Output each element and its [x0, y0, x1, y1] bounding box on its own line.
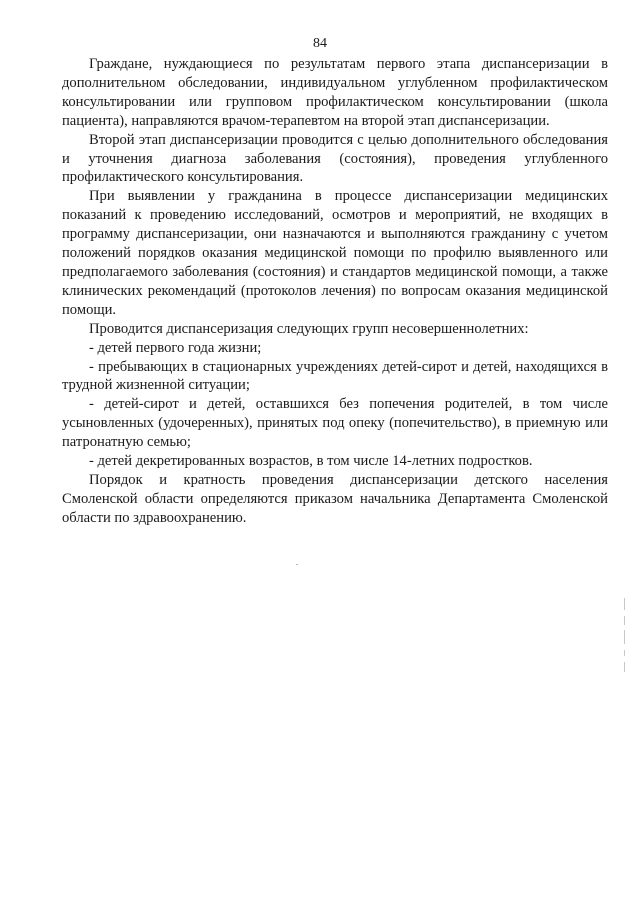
scan-edge-marks [624, 598, 626, 676]
paragraph-second-stage-referral: Граждане, нуждающиеся по результатам первого этапа диспансеризации в дополнительном обследовании, индивидуальном углубленном профилактическом консультировании или групповом профилактическом консультировании (школа пациента), направляются врачом-терапевтом на второй этап диспансеризации. [62, 56, 608, 129]
paragraph-additional-indications: При выявлении у гражданина в процессе диспансеризации медицинских показаний к проведению исследований, осмотров и мероприятий, не входящих в программу диспансеризации, они назначаются и выполняются гражданину с учетом положений порядков оказания медицинской помощи по профилю выявленного или предполагаемого заболевания (состояния) и стандартов медицинской помощи, а также клинических рекомендаций (протоколов лечения) по вопросам оказания медицинской помощи. [62, 188, 608, 318]
scan-speck [296, 564, 298, 565]
paragraph-order-and-frequency: Порядок и кратность проведения диспансеризации детского населения Смоленской области определяются приказом начальника Департамента Смоленской области по здравоохранению. [62, 471, 608, 526]
paragraph-groups-intro: Проводится диспансеризация следующих групп несовершеннолетних: [89, 320, 529, 337]
list-item: - детей первого года жизни; [89, 339, 262, 356]
list-item: - детей декретированных возрастов, в том числе 14-летних подростков. [89, 453, 533, 470]
list-item: - детей-сирот и детей, оставшихся без попечения родителей, в том числе усыновленных (удочеренных), принятых под опеку (попечительство), в приемную или патронатную семью; [62, 396, 608, 451]
paragraph-second-stage-purpose: Второй этап диспансеризации проводится с целью дополнительного обследования и уточнения диагноза заболевания (состояния), проведения углубленного профилактического консультирования. [62, 131, 608, 186]
minor-groups-list [62, 339, 608, 471]
document-body [62, 55, 608, 528]
list-item: - пребывающих в стационарных учреждениях детей-сирот и детей, находящихся в трудной жизненной ситуации; [62, 358, 608, 394]
page-number: 84 [313, 36, 327, 51]
